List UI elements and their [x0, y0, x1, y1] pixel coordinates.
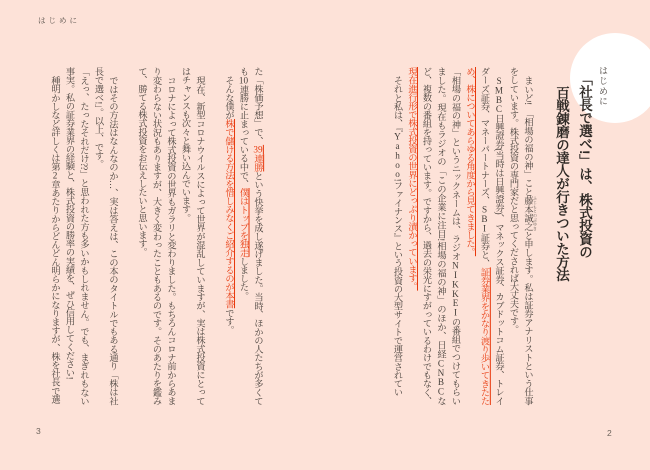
- left-page-text: [43, 67, 265, 405]
- body-text-run: それと私は、『: [392, 76, 403, 132]
- body-text-run: ではその方法はなんなのか…、実は答えは、この本のタイトルでもある通り「株は社長で選べ!」。以上、です。: [93, 67, 118, 405]
- body-text-run: 日興證券(当時は日興證券)、マネックス証券、カブドットコム証券、トレイダーズ証券、マネーパートナーズ、: [479, 67, 504, 405]
- page-number-right: 2: [607, 428, 612, 438]
- body-text-run: しました。: [238, 256, 249, 300]
- highlighted-text: 証券業界をかなり渡り歩いてきたため、株についてあらゆる角度から見てきました。: [465, 67, 490, 406]
- body-text-run: 種明かしなど詳しくは第: [50, 76, 60, 171]
- body-text-run: 現在、新型コロナウイルスによって世界が混乱していますが、実は株式投資にとってはチャンスも次々と舞い込んでいます。: [180, 67, 205, 405]
- running-header: はじめに: [38, 16, 80, 25]
- body-text-run: !ファイナンス』という投資の大型サイトで運営されてい: [392, 178, 403, 397]
- body-text-run: 「相場の福の神」というニックネームは、ラジオ: [450, 67, 461, 261]
- body-text-run: と申します。私は証券アナリストという仕事をしています。株式投資の専門家だと思ってくだされば大丈夫です。: [508, 67, 533, 405]
- body-text-run: 10: [238, 75, 249, 85]
- text-paragraph: [178, 67, 207, 405]
- text-paragraph: [236, 67, 265, 405]
- body-text-run: Yahoo: [392, 131, 403, 179]
- right-page-text: [376, 67, 538, 405]
- body-text-run: など、複数の番組を持っています。ですから、過去の栄光にすがっているわけでもなく、: [421, 67, 446, 405]
- body-text-run: です。: [224, 308, 234, 335]
- chapter-title-line-1: 「社長で選べ!」は、株式投資の: [577, 72, 592, 258]
- paragraph-group: [135, 67, 208, 405]
- page-number-left: 3: [36, 426, 41, 436]
- body-text-run: 2: [52, 170, 58, 180]
- chapter-title-line-2: 百戦錬磨の達人が行きついた方法: [554, 85, 569, 281]
- body-text-run: の番組でつけてもらいました。現在もラジオの「この企業に注目!相場の福の神」のほか、日経: [436, 67, 461, 405]
- body-text-run: SMBC: [494, 76, 504, 114]
- paragraph-group: [48, 67, 121, 405]
- text-paragraph: [405, 67, 463, 405]
- highlighted-text: 連勝: [253, 154, 263, 172]
- text-paragraph: [463, 67, 507, 405]
- body-text-run: 章あたりからどんどん明らかになりますが、株を社長で選: [50, 180, 60, 404]
- text-paragraph: [48, 67, 63, 405]
- body-text-run: という快挙を成し遂げました。当時、ほかの人たちが多くても: [238, 67, 263, 405]
- text-paragraph: [91, 67, 120, 405]
- furigana: ふじもとのぶゆき: [533, 196, 538, 231]
- text-paragraph: [222, 67, 237, 405]
- highlighted-text: 僕はトップを独走: [238, 188, 249, 257]
- body-text-run: 藤本誠之 ふじもとのぶゆき: [523, 196, 538, 231]
- highlighted-text: 現在進行形で株式投資の世界にどっぷり漬かっています。: [407, 67, 417, 291]
- body-text-run: そんな僕が: [224, 76, 234, 120]
- highlighted-text: 39: [253, 144, 263, 155]
- paragraph-group: [390, 67, 538, 405]
- body-text-run: NIKKEI: [450, 260, 461, 317]
- body-text-run: 連勝に止まっている中で、: [238, 84, 249, 189]
- text-paragraph: [506, 67, 538, 405]
- body-text-run: コロナによって株式投資の世界もガラリと変わりました。もちろんコロナ前からあまり変わらない状況もありますが、大きく変わったこともあるのです。そのあたりを鑑みて、勝てる株式投資をお伝えしたいと思います。: [137, 67, 176, 405]
- body-text-run: SBI: [479, 204, 490, 233]
- body-text-run: 「えっ、たったそれだけ??」と思われた方も多いかもしれません。でも、まぎれもない事実。私の証券業界の経験と、株式投資の勝率の実績を、ぜひ信用してください!: [64, 67, 89, 405]
- body-text-run: CNBC: [436, 358, 446, 396]
- text-paragraph: [62, 67, 91, 405]
- body-text-run: 証券と、: [479, 232, 490, 268]
- body-text-run: た「株価予想」で、: [253, 67, 263, 145]
- body-text-run: まいど! 「相場の福の神」こと: [523, 76, 533, 197]
- text-paragraph: [135, 67, 179, 405]
- highlighted-text: 株で儲ける方法を惜しみなくご紹介するのが本書: [224, 119, 234, 309]
- chapter-label: はじめに: [598, 66, 608, 107]
- paragraph-group: [222, 67, 266, 405]
- chapter-title: [550, 72, 596, 290]
- text-paragraph: [390, 67, 405, 405]
